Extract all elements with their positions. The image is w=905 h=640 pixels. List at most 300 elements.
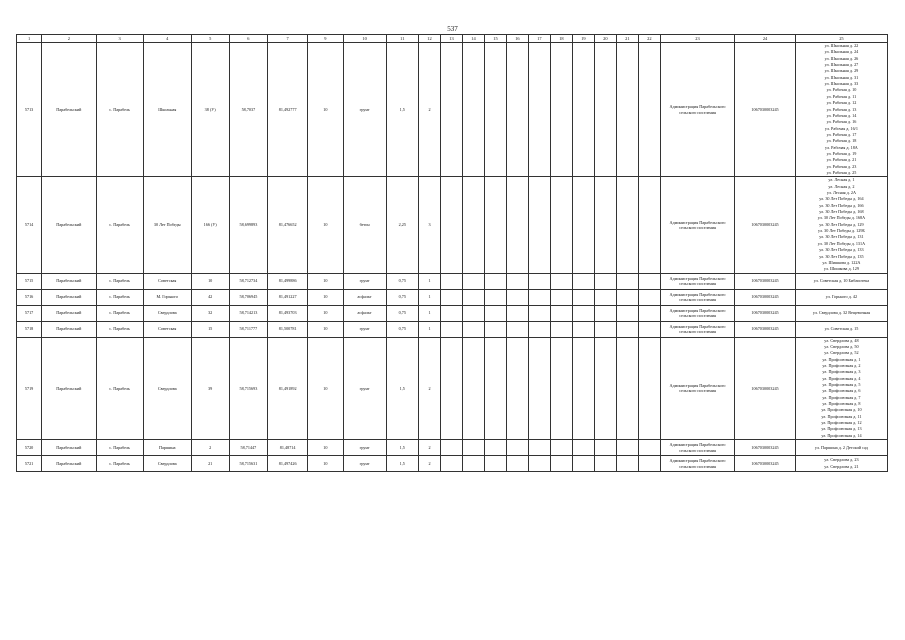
- address-line: ул. Профсоюзная д. 1: [822, 356, 861, 362]
- empty-cell: [440, 177, 462, 273]
- address-line: ул. 30 Лет Победы д. 131: [819, 234, 864, 240]
- latitude-cell: 58,706945: [229, 289, 268, 305]
- column-9-cell: 10: [308, 337, 344, 440]
- address-line: ул. 30 Лет Победы д. 129: [819, 221, 864, 227]
- column-header: 21: [616, 35, 638, 43]
- empty-cell: [440, 305, 462, 321]
- container-count-cell: 2: [419, 456, 441, 472]
- table-row: [17, 321, 888, 337]
- container-count-cell: 2: [419, 337, 441, 440]
- empty-cell: [550, 273, 572, 289]
- empty-cell: [528, 456, 550, 472]
- empty-cell: [484, 273, 506, 289]
- longitude-cell: 81,497426: [268, 456, 308, 472]
- empty-cell: [638, 337, 660, 440]
- column-header: 7: [268, 35, 308, 43]
- address-line: ул. Рабочая д. 16: [826, 119, 857, 125]
- address-line: ул. Свердлова д. 32 Вещевочная: [812, 309, 870, 315]
- district-cell: Парабельский: [42, 337, 96, 440]
- served-addresses-cell: [795, 337, 887, 440]
- street-cell: 30 Лет Победы: [143, 177, 191, 273]
- address-line: ул. Лесная д. 2: [828, 183, 855, 189]
- settlement-cell: с. Парабель: [96, 177, 143, 273]
- area-cell: 0,75: [386, 289, 418, 305]
- address-line: ул. Школьная д. 24: [824, 49, 859, 55]
- area-cell: 1,5: [386, 440, 418, 456]
- served-addresses-cell: [795, 43, 887, 177]
- settlement-cell: с. Парабель: [96, 337, 143, 440]
- served-addresses-cell: [795, 177, 887, 273]
- address-line: ул. Рабочая д. 12: [826, 100, 857, 106]
- row-id: 5715: [17, 273, 42, 289]
- empty-cell: [594, 321, 616, 337]
- empty-cell: [484, 321, 506, 337]
- address-line: ул. Профсоюзная д. 12: [821, 420, 862, 426]
- empty-cell: [484, 43, 506, 177]
- empty-cell: [638, 177, 660, 273]
- empty-cell: [550, 440, 572, 456]
- address-line: ул. 30 Лет Победы д. 166: [819, 202, 864, 208]
- empty-cell: [462, 305, 484, 321]
- empty-cell: [550, 289, 572, 305]
- served-addresses-cell: [795, 456, 887, 472]
- empty-cell: [440, 337, 462, 440]
- address-line: ул. Рабочая д. 14: [826, 112, 857, 118]
- organization-cell: Администрация Парабельского сельского поселения: [660, 456, 734, 472]
- served-addresses-cell: [795, 440, 887, 456]
- empty-cell: [550, 321, 572, 337]
- surface-cell: грунт: [343, 43, 386, 177]
- house-cell: 15: [191, 321, 229, 337]
- address-line: ул. Рабочая д. 11: [826, 93, 857, 99]
- organization-cell: Администрация Парабельского сельского поселения: [660, 177, 734, 273]
- empty-cell: [462, 321, 484, 337]
- address-line: ул. Советская д. 15: [824, 325, 859, 331]
- empty-cell: [528, 43, 550, 177]
- district-cell: Парабельский: [42, 43, 96, 177]
- empty-cell: [528, 337, 550, 440]
- house-cell: 2: [191, 440, 229, 456]
- empty-cell: [550, 177, 572, 273]
- address-line: ул. Школьная д. 26: [824, 55, 859, 61]
- empty-cell: [484, 456, 506, 472]
- surface-cell: грунт: [343, 321, 386, 337]
- organization-cell: Администрация Парабельского сельского поселения: [660, 273, 734, 289]
- table-row: [17, 456, 888, 472]
- column-header: 18: [550, 35, 572, 43]
- settlement-cell: с. Парабель: [96, 456, 143, 472]
- address-line: ул. Рабочая д. 13: [826, 106, 857, 112]
- table-row: [17, 440, 888, 456]
- street-cell: М. Горького: [143, 289, 191, 305]
- latitude-cell: 58,714213: [229, 305, 268, 321]
- address-line: ул. 30 Лет Победы д. 135: [819, 253, 864, 259]
- area-cell: 1,5: [386, 43, 418, 177]
- empty-cell: [616, 289, 638, 305]
- column-header: 17: [528, 35, 550, 43]
- empty-cell: [572, 273, 594, 289]
- container-count-cell: 2: [419, 43, 441, 177]
- address-line: ул. Рабочая д. 17: [826, 131, 857, 137]
- longitude-cell: 81,491892: [268, 337, 308, 440]
- address-line: ул. Шишкова д. 122А: [822, 259, 861, 265]
- empty-cell: [616, 43, 638, 177]
- house-cell: 21: [191, 456, 229, 472]
- latitude-cell: 58,7037: [229, 43, 268, 177]
- empty-cell: [506, 43, 528, 177]
- ogrn-cell: 1067030003245: [735, 456, 796, 472]
- empty-cell: [572, 337, 594, 440]
- column-header: 1: [17, 35, 42, 43]
- empty-cell: [572, 289, 594, 305]
- street-cell: Свердлова: [143, 337, 191, 440]
- empty-cell: [506, 305, 528, 321]
- empty-cell: [572, 43, 594, 177]
- house-cell: 32: [191, 305, 229, 321]
- district-cell: Парабельский: [42, 456, 96, 472]
- column-9-cell: 10: [308, 305, 344, 321]
- address-line: ул. Профсоюзная д. 7: [822, 394, 861, 400]
- empty-cell: [506, 177, 528, 273]
- surface-cell: грунт: [343, 440, 386, 456]
- page-number: 537: [447, 25, 458, 33]
- container-count-cell: 1: [419, 321, 441, 337]
- empty-cell: [572, 321, 594, 337]
- street-cell: Школьная: [143, 43, 191, 177]
- address-line: ул. Свердлова д. 21: [824, 463, 859, 469]
- street-cell: Свердлова: [143, 456, 191, 472]
- area-cell: 1,5: [386, 337, 418, 440]
- surface-cell: асфальт: [343, 305, 386, 321]
- registry-table: [16, 34, 888, 472]
- column-number-row: [17, 35, 888, 43]
- column-header: 6: [229, 35, 268, 43]
- empty-cell: [528, 289, 550, 305]
- house-cell: 42: [191, 289, 229, 305]
- column-header: 20: [594, 35, 616, 43]
- empty-cell: [506, 321, 528, 337]
- empty-cell: [594, 456, 616, 472]
- empty-cell: [462, 440, 484, 456]
- table-row: [17, 305, 888, 321]
- latitude-cell: 58,715631: [229, 456, 268, 472]
- district-cell: Парабельский: [42, 273, 96, 289]
- empty-cell: [462, 273, 484, 289]
- column-9-cell: 10: [308, 43, 344, 177]
- longitude-cell: 81,492777: [268, 43, 308, 177]
- table-row: [17, 337, 888, 440]
- address-line: ул. Школьная д. 27: [824, 62, 859, 68]
- column-header: 25: [795, 35, 887, 43]
- column-header: 5: [191, 35, 229, 43]
- surface-cell: бетон: [343, 177, 386, 273]
- address-line: ул. Свердлова д. 48: [824, 337, 859, 343]
- latitude-cell: 58,71447: [229, 440, 268, 456]
- empty-cell: [528, 321, 550, 337]
- longitude-cell: 81,491227: [268, 289, 308, 305]
- area-cell: 0,75: [386, 321, 418, 337]
- address-line: ул. Школьная д. 29: [824, 68, 859, 74]
- empty-cell: [638, 273, 660, 289]
- address-line: ул. Свердлова д. 52: [824, 350, 859, 356]
- container-count-cell: 1: [419, 305, 441, 321]
- address-line: ул. Рабочая д. 18А: [825, 144, 858, 150]
- empty-cell: [462, 289, 484, 305]
- surface-cell: грунт: [343, 337, 386, 440]
- district-cell: Парабельский: [42, 321, 96, 337]
- row-id: 5721: [17, 456, 42, 472]
- street-cell: Советская: [143, 273, 191, 289]
- table-row: [17, 43, 888, 177]
- column-header: 4: [143, 35, 191, 43]
- ogrn-cell: 1067030003245: [735, 321, 796, 337]
- address-line: ул. Профсоюзная д. 3: [822, 369, 861, 375]
- address-line: ул. Рабочая д. 10: [826, 87, 857, 93]
- settlement-cell: с. Парабель: [96, 289, 143, 305]
- column-header: 15: [484, 35, 506, 43]
- address-line: ул. 30 Лет Победы д. 168А: [817, 215, 866, 221]
- latitude-cell: 58,715693: [229, 337, 268, 440]
- column-header: 19: [572, 35, 594, 43]
- row-id: 5718: [17, 321, 42, 337]
- empty-cell: [550, 305, 572, 321]
- empty-cell: [506, 273, 528, 289]
- address-line: ул. Свердлова д. 23: [824, 457, 859, 463]
- column-header: 23: [660, 35, 734, 43]
- empty-cell: [462, 456, 484, 472]
- settlement-cell: с. Парабель: [96, 305, 143, 321]
- row-id: 5719: [17, 337, 42, 440]
- served-addresses-cell: [795, 273, 887, 289]
- empty-cell: [594, 337, 616, 440]
- empty-cell: [638, 456, 660, 472]
- organization-cell: Администрация Парабельского сельского поселения: [660, 305, 734, 321]
- empty-cell: [440, 289, 462, 305]
- address-line: ул. Лесная д. 2А: [826, 190, 857, 196]
- column-header: 12: [419, 35, 441, 43]
- address-line: ул. 30 Лет Победы д. 129Б: [818, 228, 865, 234]
- column-header: 3: [96, 35, 143, 43]
- empty-cell: [462, 43, 484, 177]
- table-row: [17, 289, 888, 305]
- house-cell: 10: [191, 273, 229, 289]
- street-cell: Советская: [143, 321, 191, 337]
- table-row: [17, 273, 888, 289]
- ogrn-cell: 1067030003245: [735, 440, 796, 456]
- empty-cell: [440, 321, 462, 337]
- empty-cell: [528, 273, 550, 289]
- organization-cell: Администрация Парабельского сельского поселения: [660, 337, 734, 440]
- empty-cell: [616, 177, 638, 273]
- column-header: 10: [343, 35, 386, 43]
- ogrn-cell: 1067030003245: [735, 289, 796, 305]
- empty-cell: [484, 440, 506, 456]
- column-header: 24: [735, 35, 796, 43]
- empty-cell: [462, 177, 484, 273]
- organization-cell: Администрация Парабельского сельского поселения: [660, 321, 734, 337]
- container-count-cell: 1: [419, 289, 441, 305]
- address-line: ул. 30 Лет Победы д. 133: [819, 247, 864, 253]
- empty-cell: [594, 440, 616, 456]
- empty-cell: [594, 273, 616, 289]
- address-line: ул. Профсоюзная д. 6: [822, 388, 861, 394]
- empty-cell: [528, 440, 550, 456]
- surface-cell: грунт: [343, 456, 386, 472]
- ogrn-cell: 1067030003245: [735, 273, 796, 289]
- address-line: ул. Рабочая д. 19: [826, 150, 857, 156]
- district-cell: Парабельский: [42, 177, 96, 273]
- empty-cell: [484, 337, 506, 440]
- empty-cell: [616, 440, 638, 456]
- container-count-cell: 3: [419, 177, 441, 273]
- served-addresses-cell: [795, 321, 887, 337]
- empty-cell: [550, 337, 572, 440]
- ogrn-cell: 1067030003245: [735, 305, 796, 321]
- address-line: ул. 30 Лет Победы д. 131А: [817, 240, 866, 246]
- column-header: 22: [638, 35, 660, 43]
- settlement-cell: с. Парабель: [96, 440, 143, 456]
- empty-cell: [572, 456, 594, 472]
- organization-cell: Администрация Парабельского сельского поселения: [660, 440, 734, 456]
- served-addresses-cell: [795, 305, 887, 321]
- empty-cell: [594, 177, 616, 273]
- ogrn-cell: 1067030003245: [735, 43, 796, 177]
- empty-cell: [572, 440, 594, 456]
- area-cell: 1,5: [386, 456, 418, 472]
- house-cell: 166 (У): [191, 177, 229, 273]
- settlement-cell: с. Парабель: [96, 43, 143, 177]
- column-header: 16: [506, 35, 528, 43]
- address-line: ул. Школьная д. 33: [824, 81, 859, 87]
- empty-cell: [638, 305, 660, 321]
- latitude-cell: 58,712734: [229, 273, 268, 289]
- empty-cell: [550, 456, 572, 472]
- ogrn-cell: 1067030003245: [735, 177, 796, 273]
- street-cell: Свердлова: [143, 305, 191, 321]
- empty-cell: [594, 289, 616, 305]
- column-header: 13: [440, 35, 462, 43]
- house-cell: 38 (У): [191, 43, 229, 177]
- empty-cell: [616, 321, 638, 337]
- address-line: ул. Школьная д. 31: [824, 74, 859, 80]
- container-count-cell: 1: [419, 273, 441, 289]
- longitude-cell: 81,476652: [268, 177, 308, 273]
- column-header: 2: [42, 35, 96, 43]
- empty-cell: [528, 177, 550, 273]
- empty-cell: [506, 456, 528, 472]
- empty-cell: [638, 289, 660, 305]
- empty-cell: [462, 337, 484, 440]
- address-line: ул. Лесная д. 1: [828, 177, 855, 183]
- empty-cell: [506, 440, 528, 456]
- empty-cell: [484, 305, 506, 321]
- container-count-cell: 2: [419, 440, 441, 456]
- settlement-cell: с. Парабель: [96, 321, 143, 337]
- district-cell: Парабельский: [42, 289, 96, 305]
- address-line: ул. Рабочая д. 16/1: [824, 125, 858, 131]
- address-line: ул. Профсоюзная д. 5: [822, 382, 861, 388]
- address-line: ул. Рабочая д. 25: [826, 169, 857, 175]
- empty-cell: [506, 289, 528, 305]
- empty-cell: [484, 289, 506, 305]
- longitude-cell: 81,493703: [268, 305, 308, 321]
- row-id: 5714: [17, 177, 42, 273]
- empty-cell: [616, 337, 638, 440]
- district-cell: Парабельский: [42, 305, 96, 321]
- empty-cell: [638, 321, 660, 337]
- row-id: 5717: [17, 305, 42, 321]
- row-id: 5720: [17, 440, 42, 456]
- empty-cell: [440, 456, 462, 472]
- surface-cell: асфальт: [343, 289, 386, 305]
- empty-cell: [440, 273, 462, 289]
- column-9-cell: 10: [308, 289, 344, 305]
- table-row: [17, 177, 888, 273]
- empty-cell: [440, 440, 462, 456]
- address-line: ул. Профсоюзная д. 14: [821, 432, 862, 438]
- address-line: ул. Рабочая д. 23: [826, 163, 857, 169]
- column-9-cell: 10: [308, 321, 344, 337]
- empty-cell: [594, 43, 616, 177]
- column-9-cell: 10: [308, 440, 344, 456]
- street-cell: Паршина: [143, 440, 191, 456]
- column-header: 14: [462, 35, 484, 43]
- address-line: ул. Профсоюзная д. 4: [822, 375, 861, 381]
- address-line: ул. Горького д. 42: [825, 293, 858, 299]
- row-id: 5713: [17, 43, 42, 177]
- address-line: ул. Профсоюзная д. 2: [822, 363, 861, 369]
- area-cell: 0,75: [386, 273, 418, 289]
- latitude-cell: 58,699893: [229, 177, 268, 273]
- settlement-cell: с. Парабель: [96, 273, 143, 289]
- empty-cell: [550, 43, 572, 177]
- ogrn-cell: 1067030003245: [735, 337, 796, 440]
- empty-cell: [616, 456, 638, 472]
- longitude-cell: 81,500781: [268, 321, 308, 337]
- empty-cell: [506, 337, 528, 440]
- empty-cell: [638, 440, 660, 456]
- column-header: 11: [386, 35, 418, 43]
- address-line: ул. Профсоюзная д. 11: [821, 413, 862, 419]
- district-cell: Парабельский: [42, 440, 96, 456]
- empty-cell: [616, 273, 638, 289]
- longitude-cell: 81,499886: [268, 273, 308, 289]
- longitude-cell: 81,48714: [268, 440, 308, 456]
- served-addresses-cell: [795, 289, 887, 305]
- address-line: ул. Шишкова д. 129: [823, 266, 859, 272]
- address-line: ул. Школьная д. 22: [824, 43, 859, 49]
- empty-cell: [616, 305, 638, 321]
- organization-cell: Администрация Парабельского сельского поселения: [660, 289, 734, 305]
- empty-cell: [594, 305, 616, 321]
- empty-cell: [572, 305, 594, 321]
- surface-cell: грунт: [343, 273, 386, 289]
- address-line: ул. Профсоюзная д. 10: [821, 407, 862, 413]
- area-cell: 2,25: [386, 177, 418, 273]
- latitude-cell: 58,711777: [229, 321, 268, 337]
- address-line: ул. Рабочая д. 21: [826, 157, 857, 163]
- address-line: ул. Рабочая д. 18: [826, 138, 857, 144]
- empty-cell: [484, 177, 506, 273]
- address-line: ул. Советская д. 10 Библиотека: [813, 277, 870, 283]
- column-9-cell: 10: [308, 456, 344, 472]
- row-id: 5716: [17, 289, 42, 305]
- address-line: ул. 30 Лет Победы д. 168: [819, 209, 864, 215]
- empty-cell: [440, 43, 462, 177]
- address-line: ул. Профсоюзная д. 8: [822, 401, 861, 407]
- empty-cell: [528, 305, 550, 321]
- empty-cell: [638, 43, 660, 177]
